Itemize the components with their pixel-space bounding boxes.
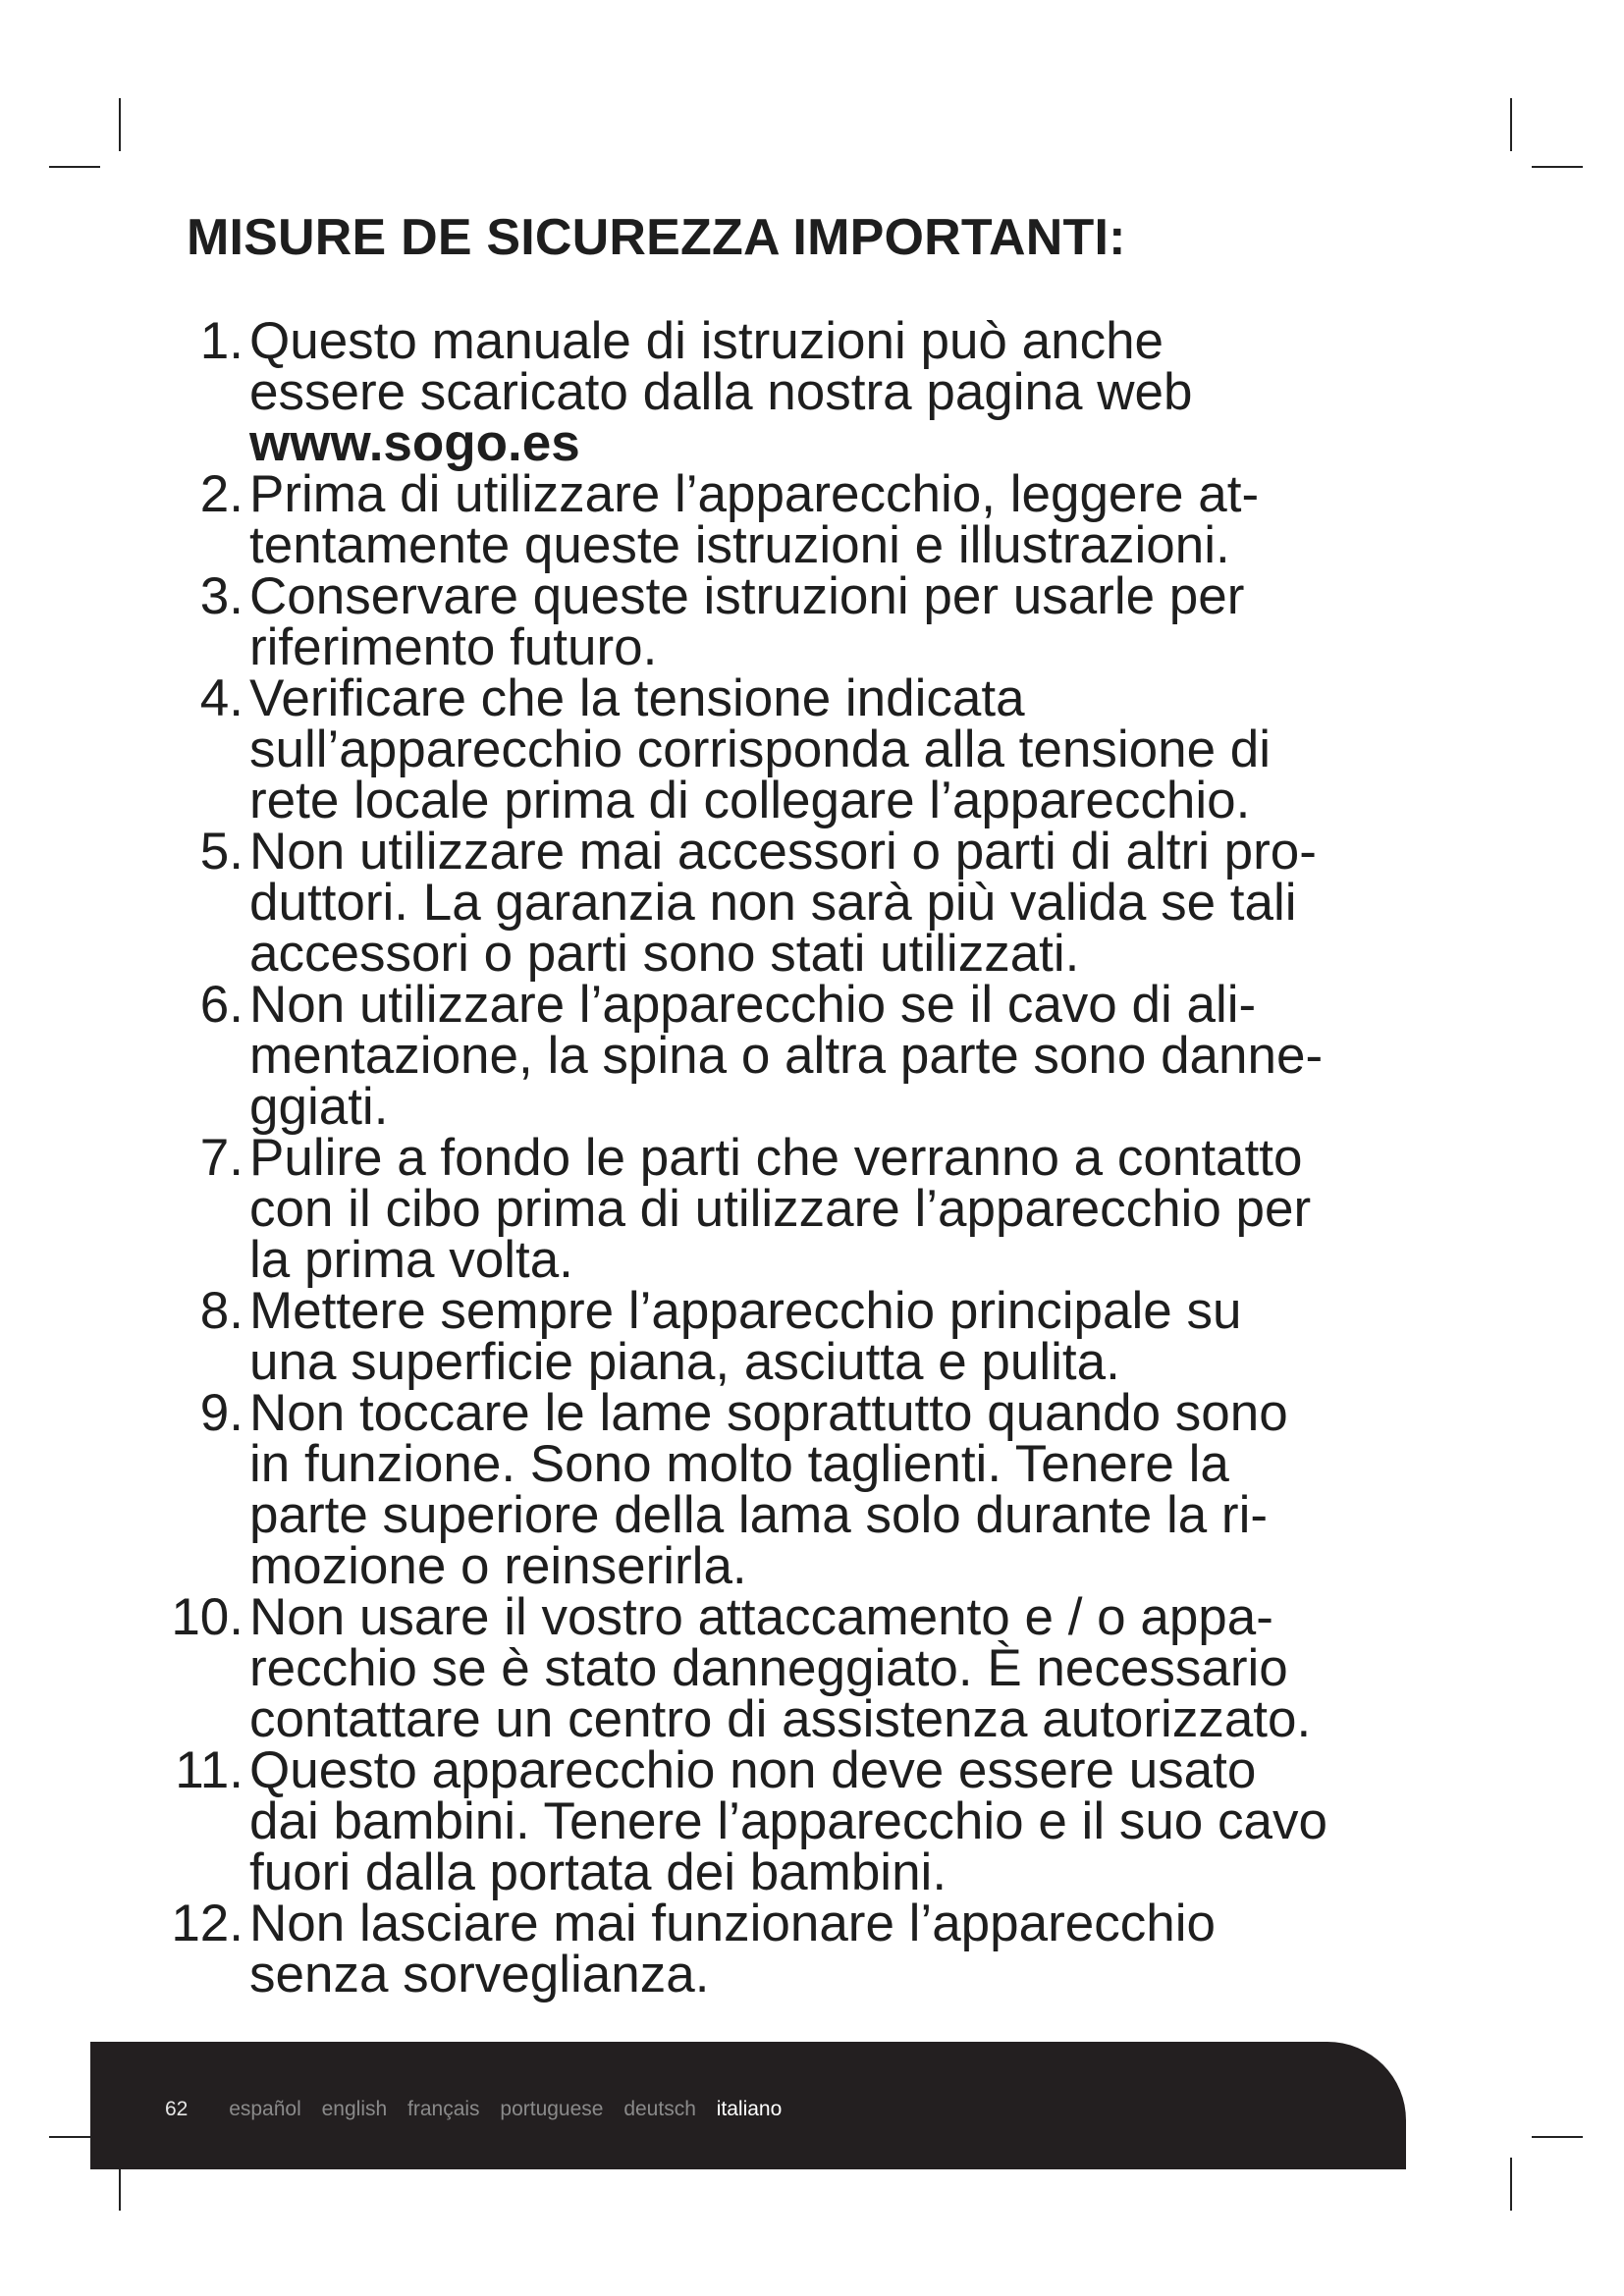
item-number: 5. (199, 823, 244, 881)
crop-mark (1510, 2158, 1512, 2211)
item-line: Non toccare le lame soprattutto quando sono (249, 1384, 1288, 1442)
item-line: mozione o reinserirla. (249, 1537, 747, 1595)
crop-mark (1532, 166, 1583, 168)
item-line: ggiati. (249, 1078, 389, 1136)
item-line: Non utilizzare l’apparecchio se il cavo di ali- (249, 976, 1257, 1034)
item-number: 9. (199, 1384, 244, 1442)
item-number: 4. (199, 669, 244, 727)
item-number: 2. (199, 465, 244, 523)
crop-mark (1510, 98, 1512, 151)
website-link[interactable]: www.sogo.es (249, 414, 580, 472)
item-line: Conservare queste istruzioni per usarle per (249, 567, 1245, 625)
item-line: Mettere sempre l’apparecchio principale su (249, 1282, 1242, 1340)
language-italiano[interactable]: italiano (716, 2098, 783, 2120)
item-line: mentazione, la spina o altra parte sono danne- (249, 1027, 1324, 1085)
item-line: parte superiore della lama solo durante la ri- (249, 1486, 1268, 1544)
list-item (157, 669, 1473, 829)
item-line: una superficie piana, asciutta e pulita. (249, 1333, 1120, 1391)
item-line: contattare un centro di assistenza autorizzato. (249, 1690, 1312, 1748)
list-item (157, 312, 1473, 472)
safety-instructions-list (157, 312, 1473, 2003)
item-number: 3. (199, 567, 244, 625)
language-francais[interactable]: français (407, 2098, 480, 2120)
list-item (157, 1282, 1473, 1391)
item-line: rete locale prima di collegare l’apparecchio. (249, 772, 1251, 829)
item-line: con il cibo prima di utilizzare l’apparecchio per (249, 1180, 1312, 1238)
crop-mark (119, 98, 121, 151)
item-line: recchio se è stato danneggiato. È necessario (249, 1639, 1288, 1697)
item-number: 8. (199, 1282, 244, 1340)
item-line: Verificare che la tensione indicata (249, 669, 1025, 727)
item-line: Pulire a fondo le parti che verranno a contatto (249, 1129, 1303, 1187)
item-line: Non utilizzare mai accessori o parti di altri pro- (249, 823, 1317, 881)
list-item (157, 1384, 1473, 1595)
item-line: sull’apparecchio corrisponda alla tensione di (249, 721, 1272, 778)
item-line: Questo apparecchio non deve essere usato (249, 1741, 1257, 1799)
page-title: MISURE DE SICUREZZA IMPORTANTI: (187, 209, 1126, 266)
item-number: 11. (175, 1741, 244, 1799)
list-item (157, 1129, 1473, 1289)
list-item (157, 823, 1473, 983)
item-line: accessori o parti sono stati utilizzati. (249, 925, 1080, 983)
item-line: riferimento futuro. (249, 618, 658, 676)
item-number: 7. (199, 1129, 244, 1187)
item-line: senza sorveglianza. (249, 1946, 710, 2003)
item-line: Prima di utilizzare l’apparecchio, leggere at- (249, 465, 1260, 523)
item-line: fuori dalla portata dei bambini. (249, 1843, 947, 1901)
crop-mark (1532, 2136, 1583, 2138)
list-item (157, 1895, 1473, 2003)
item-line: tentamente queste istruzioni e illustrazioni. (249, 516, 1230, 574)
language-deutsch[interactable]: deutsch (623, 2098, 696, 2120)
item-line: in funzione. Sono molto taglienti. Tenere la (249, 1435, 1229, 1493)
item-line: la prima volta. (249, 1231, 573, 1289)
item-number: 1. (199, 312, 244, 370)
list-item (157, 1588, 1473, 1748)
item-line: dai bambini. Tenere l’apparecchio e il suo cavo (249, 1792, 1327, 1850)
list-item (157, 976, 1473, 1136)
item-number: 12. (171, 1895, 244, 1952)
item-line: essere scaricato dalla nostra pagina web (249, 363, 1193, 421)
crop-mark (49, 166, 100, 168)
list-item (157, 1741, 1473, 1901)
item-line: Questo manuale di istruzioni può anche (249, 312, 1164, 370)
item-line: Non usare il vostro attaccamento e / o appa- (249, 1588, 1273, 1646)
item-number: 10. (171, 1588, 244, 1646)
language-espanol[interactable]: español (229, 2098, 301, 2120)
item-line: duttori. La garanzia non sarà più valida se tali (249, 874, 1297, 932)
list-item (157, 465, 1473, 574)
language-portuguese[interactable]: portuguese (500, 2098, 604, 2120)
page-number: 62 (165, 2098, 189, 2120)
footer-language-nav (165, 2098, 796, 2121)
list-item (157, 567, 1473, 676)
item-line: Non lasciare mai funzionare l’apparecchio (249, 1895, 1216, 1952)
item-number: 6. (199, 976, 244, 1034)
language-english[interactable]: english (321, 2098, 388, 2120)
